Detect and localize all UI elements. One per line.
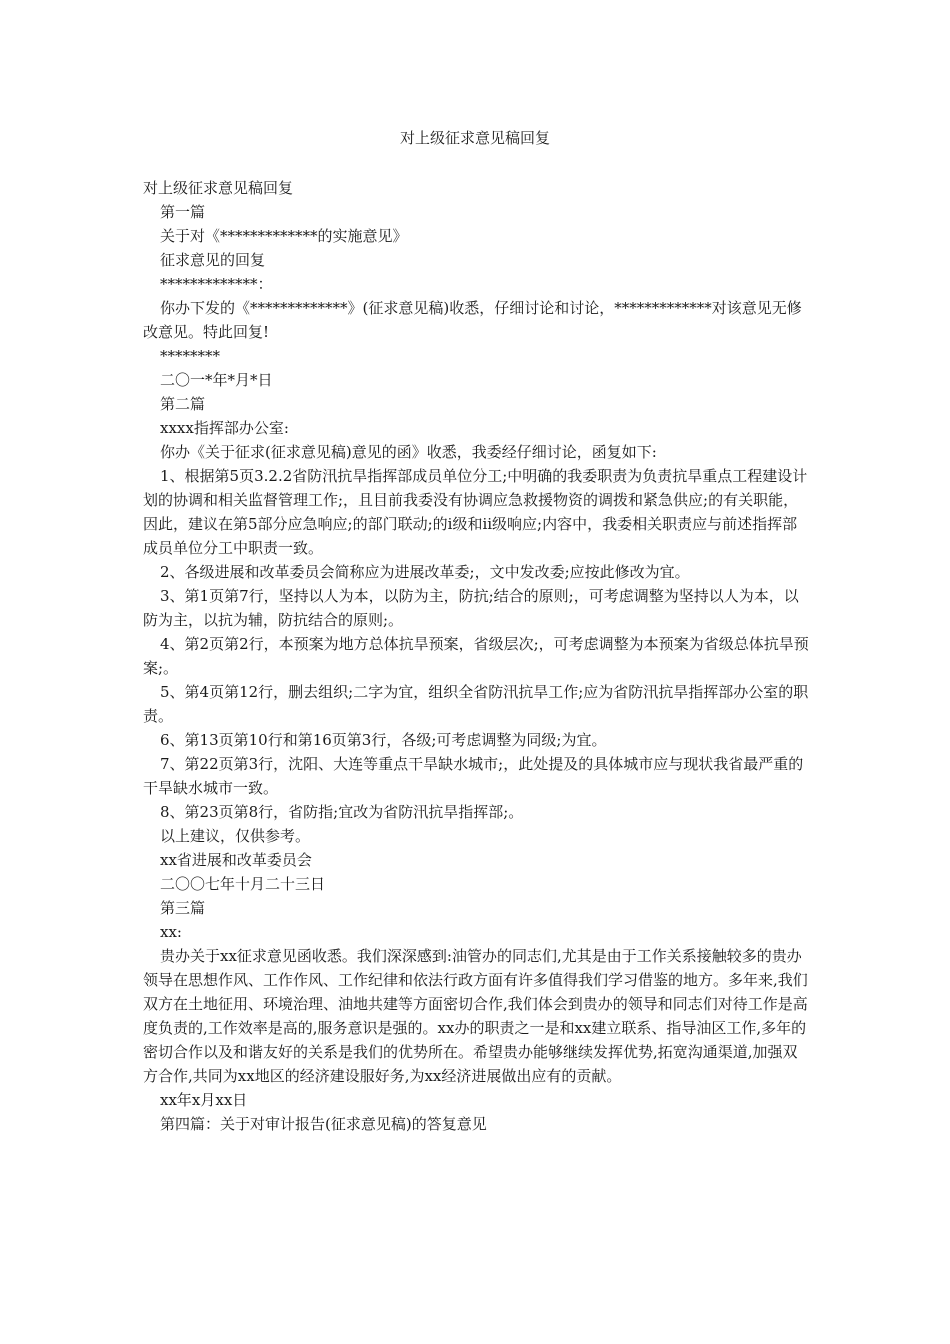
body-paragraph: 8、第23页第8行，省防指;宜改为省防汛抗旱指挥部;。 [160, 803, 524, 821]
body-paragraph: 5、第4页第12行，删去组织;二字为宜，组织全省防汛抗旱工作;应为省防汛抗旱指挥部办公室的职责。 [143, 683, 809, 725]
body-line: xx省进展和改革委员会 [160, 851, 312, 869]
body-line: 第三篇 [160, 899, 206, 917]
body-line: 你办《关于征求(征求意见稿)意见的函》收悉，我委经仔细讨论，函复如下: [160, 443, 657, 461]
document-body [143, 176, 809, 1136]
body-line: 第一篇 [160, 203, 206, 221]
body-line: 关于对《*************的实施意见》 [160, 227, 408, 245]
body-line: xx年x月xx日 [160, 1091, 248, 1109]
body-line: 第二篇 [160, 395, 206, 413]
body-paragraph: 贵办关于xx征求意见函收悉。我们深深感到:油管办的同志们,尤其是由于工作关系接触较多的贵办领导在思想作风、工作作风、工作纪律和依法行政方面有许多值得我们学习借鉴的地方。多年来,我们双方在土地征用、环境治理、油地共建等方面密切合作,我们体会到贵办的领导和同志们对待工作是高度负责的,工作效率是高的,服务意识是强的。xx办的职责之一是和xx建立联系、指导油区工作,多年的密切合作以及和谐友好的关系是我们的优势所在。希望贵办能够继续发挥优势,拓宽沟通渠道,加强双方合作,共同为xx地区的经济建设服好务,为xx经济进展做出应有的贡献。 [143, 947, 808, 1085]
body-line: *************： [160, 275, 273, 293]
body-paragraph: 2、各级进展和改革委员会简称应为进展改革委;，文中发改委;应按此修改为宜。 [160, 563, 690, 581]
body-line: 二〇一*年*月*日 [160, 371, 273, 389]
document-title: 对上级征求意见稿回复 [399, 129, 550, 147]
body-line: 对上级征求意见稿回复 [143, 179, 294, 197]
body-paragraph: 7、第22页第3行，沈阳、大连等重点干旱缺水城市;，此处提及的具体城市应与现状我省最严重的干旱缺水城市一致。 [143, 755, 804, 797]
body-line: 第四篇：关于对审计报告(征求意见稿)的答复意见 [160, 1115, 487, 1133]
body-line: 以上建议，仅供参考。 [160, 827, 311, 845]
body-paragraph: 你办下发的《*************》(征求意见稿)收悉，仔细讨论和讨论，*************对该意见无修改意见。特此回复! [143, 299, 802, 341]
body-line: ******** [160, 347, 220, 365]
body-line: 二〇〇七年十月二十三日 [160, 875, 326, 893]
body-line: xx: [160, 923, 182, 941]
body-line: 征求意见的回复 [160, 251, 266, 269]
body-paragraph: 6、第13页第10行和第16页第3行，各级;可考虑调整为同级;为宜。 [160, 731, 607, 749]
body-paragraph: 1、根据第5页3.2.2省防汛抗旱指挥部成员单位分工;中明确的我委职责为负责抗旱重点工程建设计划的协调和相关监督管理工作;，且目前我委没有协调应急救援物资的调拨和紧急供应;的有关职能，因此，建议在第5部分应急响应;的部门联动;的ⅰ级和ⅱ级响应;内容中，我委相关职责应与前述指挥部成员单位分工中职责一致。 [143, 467, 808, 557]
body-paragraph: 3、第1页第7行，坚持以人为本，以防为主，防抗;结合的原则;，可考虑调整为坚持以人为本，以防为主，以抗为辅，防抗结合的原则;。 [143, 587, 799, 629]
body-line: xxxx指挥部办公室: [160, 419, 289, 437]
body-paragraph: 4、第2页第2行，本预案为地方总体抗旱预案，省级层次;，可考虑调整为本预案为省级总体抗旱预案;。 [143, 635, 809, 677]
